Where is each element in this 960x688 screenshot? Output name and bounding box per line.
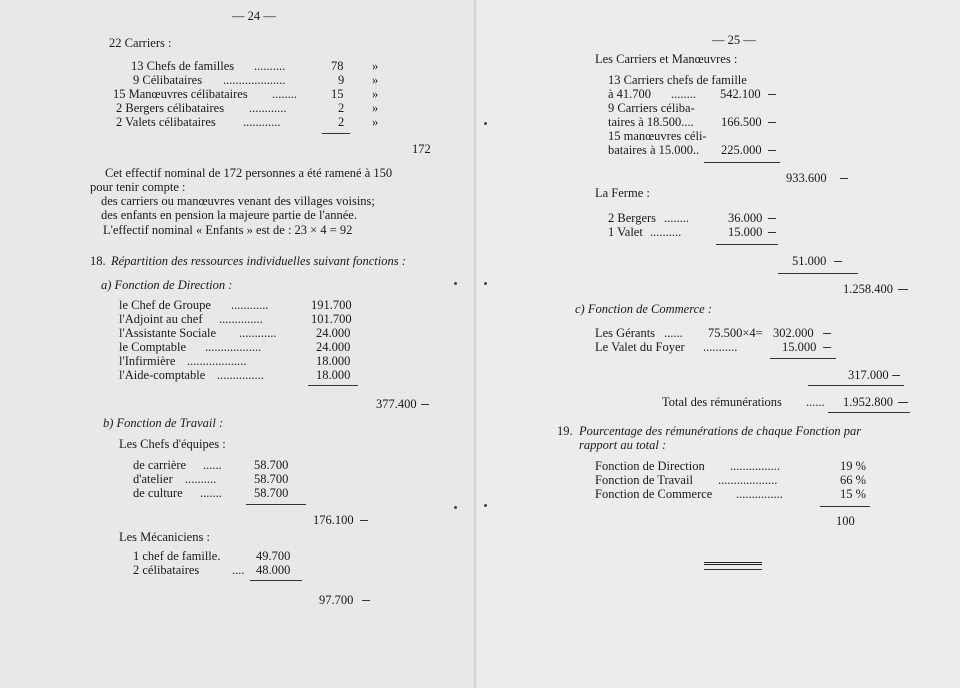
sum-rule [716, 244, 778, 245]
direction-row-value: 191.700 [311, 298, 352, 312]
dash [768, 232, 776, 233]
carriers-row-value: 15 [331, 87, 344, 101]
dash [421, 404, 429, 405]
total-remunerations-value: 1.952.800 [843, 395, 893, 409]
sum-rule [778, 273, 858, 274]
ferme-row-dots: .......... [650, 225, 682, 239]
direction-row-value: 18.000 [316, 368, 351, 382]
chefs-row-label: de carrière [133, 458, 187, 472]
direction-row-value: 24.000 [316, 340, 351, 354]
section-number: 18. [90, 254, 106, 268]
chefs-row-label: d'atelier [133, 472, 173, 486]
paragraph-line: des enfants en pension la majeure partie de l'année. [101, 208, 357, 222]
sum-rule [820, 506, 870, 507]
section-number: 19. [557, 424, 573, 438]
cm-line: à 41.700 [608, 87, 652, 101]
sum-rule [704, 162, 780, 163]
section-title: Répartition des ressources individuelles suivant fonctions : [111, 254, 406, 268]
paragraph-line: pour tenir compte : [90, 180, 186, 194]
chefs-row-dots: .......... [185, 472, 217, 486]
percentage-row-label: Fonction de Direction [595, 459, 705, 473]
carriers-row-unit: » [372, 73, 379, 87]
paragraph-line: L'effectif nominal « Enfants » est de : 23 × 4 = 92 [103, 223, 353, 237]
direction-row-dots: .............. [219, 312, 263, 326]
cm-total: 933.600 [786, 171, 827, 185]
direction-row-label: le Comptable [119, 340, 186, 354]
dash [768, 150, 776, 151]
dash [892, 375, 900, 376]
dash [840, 178, 848, 179]
percentage-row-value: 19 % [840, 459, 867, 473]
commerce-row-label: Le Valet du Foyer [595, 340, 685, 354]
chefs-heading: Les Chefs d'équipes : [119, 437, 226, 451]
carriers-row-unit: » [372, 87, 379, 101]
commerce-row-value: 15.000 [782, 340, 817, 354]
carriers-row-unit: » [372, 101, 379, 115]
binding-mark [484, 122, 487, 125]
end-rule [704, 562, 762, 565]
chefs-total: 176.100 [313, 513, 354, 527]
left-page [0, 0, 478, 688]
cm-value: 166.500 [721, 115, 762, 129]
cm-line: bataires à 15.000.. [608, 143, 700, 157]
direction-row-dots: .................. [205, 340, 262, 354]
carriers-row-label: 2 Bergers célibataires [116, 101, 225, 115]
chefs-row-value: 58.700 [254, 486, 289, 500]
carriers-row-label: 9 Célibataires [133, 73, 203, 87]
sum-rule [828, 412, 910, 413]
direction-row-dots: ............ [239, 326, 277, 340]
ferme-heading: La Ferme : [595, 186, 650, 200]
ferme-row-label: 1 Valet [608, 225, 643, 239]
carriers-row-value: 2 [338, 115, 345, 129]
sum-rule [250, 580, 302, 581]
sum-rule [770, 358, 836, 359]
percentage-row-value: 66 % [840, 473, 867, 487]
commerce-heading: c) Fonction de Commerce : [575, 302, 712, 316]
direction-row-label: l'Aide-comptable [119, 368, 206, 382]
direction-row-label: l'Infirmière [119, 354, 176, 368]
dash [823, 347, 831, 348]
section-title: Pourcentage des rémunérations de chaque Fonction par [579, 424, 862, 438]
section-title-cont: rapport au total : [579, 438, 667, 452]
direction-row-label: l'Assistante Sociale [119, 326, 217, 340]
cm-line: 13 Carriers chefs de famille [608, 73, 747, 87]
binding-mark [484, 504, 487, 507]
percentage-row-dots: ............... [736, 487, 783, 501]
commerce-row-label: Les Gérants [595, 326, 656, 340]
meca-row-dots: .... [232, 563, 245, 577]
total-remunerations-dots: ...... [806, 395, 825, 409]
percentage-row-value: 15 % [840, 487, 867, 501]
sum-rule [246, 504, 306, 505]
carriers-manoeuvres-heading: Les Carriers et Manœuvres : [595, 52, 738, 66]
total-remunerations-label: Total des rémunérations [662, 395, 782, 409]
chefs-row-dots: ....... [200, 486, 222, 500]
carriers-row-value: 9 [338, 73, 345, 87]
direction-row-value: 18.000 [316, 354, 351, 368]
dash [834, 261, 842, 262]
travail-grand-total: 1.258.400 [843, 282, 893, 296]
carriers-row-label: 13 Chefs de familles [131, 59, 235, 73]
carriers-total: 172 [412, 142, 431, 156]
ferme-row-value: 36.000 [728, 211, 763, 225]
sum-rule [322, 133, 350, 134]
meca-row-label: 2 célibataires [133, 563, 200, 577]
dash [898, 289, 908, 290]
direction-total: 377.400 [376, 397, 417, 411]
carriers-row-unit: » [372, 115, 379, 129]
carriers-row-value: 78 [331, 59, 344, 73]
percentage-total: 100 [836, 514, 855, 528]
dash [362, 600, 370, 601]
commerce-row-value: 302.000 [773, 326, 814, 340]
commerce-row-calc: 75.500×4= [708, 326, 763, 340]
carriers-row-dots: ............ [243, 115, 281, 129]
dash [768, 94, 776, 95]
commerce-total: 317.000 [848, 368, 889, 382]
cm-dots: ........ [671, 87, 696, 101]
sum-rule [308, 385, 358, 386]
direction-row-value: 24.000 [316, 326, 351, 340]
ferme-row-label: 2 Bergers [608, 211, 657, 225]
meca-row-value: 48.000 [256, 563, 291, 577]
direction-row-dots: ............ [231, 298, 269, 312]
meca-row-value: 49.700 [256, 549, 291, 563]
commerce-row-dots: ........... [703, 340, 738, 354]
travail-heading: b) Fonction de Travail : [103, 416, 224, 430]
carriers-row-dots: .......... [254, 59, 286, 73]
cm-value: 542.100 [720, 87, 761, 101]
carriers-row-dots: .................... [223, 73, 286, 87]
meca-row-label: 1 chef de famille. [133, 549, 221, 563]
ferme-total: 51.000 [792, 254, 827, 268]
dash [823, 333, 831, 334]
dash [898, 402, 908, 403]
page-number: — 24 — [232, 9, 276, 23]
carriers-row-label: 2 Valets célibataires [116, 115, 216, 129]
chefs-row-dots: ...... [203, 458, 222, 472]
carriers-row-dots: ............ [249, 101, 287, 115]
percentage-row-label: Fonction de Commerce [595, 487, 713, 501]
cm-line: 9 Carriers céliba- [608, 101, 695, 115]
direction-row-dots: ................... [187, 354, 247, 368]
percentage-row-dots: ................ [730, 459, 780, 473]
carriers-row-value: 2 [338, 101, 345, 115]
page-number: — 25 — [712, 33, 756, 47]
direction-row-dots: ............... [217, 368, 264, 382]
direction-row-label: le Chef de Groupe [119, 298, 211, 312]
chefs-row-value: 58.700 [254, 458, 289, 472]
chefs-row-label: de culture [133, 486, 183, 500]
ferme-row-dots: ........ [664, 211, 689, 225]
chefs-row-value: 58.700 [254, 472, 289, 486]
meca-total: 97.700 [319, 593, 354, 607]
right-page [478, 0, 960, 688]
direction-heading: a) Fonction de Direction : [101, 278, 233, 292]
ferme-row-value: 15.000 [728, 225, 763, 239]
percentage-row-label: Fonction de Travail [595, 473, 693, 487]
binding-mark [454, 282, 457, 285]
meca-heading: Les Mécaniciens : [119, 530, 210, 544]
end-rule [704, 569, 762, 570]
cm-line: 15 manœuvres céli- [608, 129, 707, 143]
direction-row-label: l'Adjoint au chef [119, 312, 203, 326]
direction-row-value: 101.700 [311, 312, 352, 326]
binding-mark [484, 282, 487, 285]
paragraph-line: des carriers ou manœuvres venant des villages voisins; [101, 194, 375, 208]
percentage-row-dots: ................... [718, 473, 778, 487]
binding-mark [454, 506, 457, 509]
carriers-row-unit: » [372, 59, 379, 73]
sum-rule [808, 385, 904, 386]
dash [768, 218, 776, 219]
dash [768, 122, 776, 123]
carriers-heading: 22 Carriers : [109, 36, 172, 50]
carriers-row-label: 15 Manœuvres célibataires [113, 87, 248, 101]
cm-value: 225.000 [721, 143, 762, 157]
dash [360, 520, 368, 521]
commerce-row-dots: ...... [664, 326, 683, 340]
paragraph-line: Cet effectif nominal de 172 personnes a été ramené à 150 [105, 166, 393, 180]
carriers-row-dots: ........ [272, 87, 297, 101]
cm-line: taires à 18.500.... [608, 115, 694, 129]
